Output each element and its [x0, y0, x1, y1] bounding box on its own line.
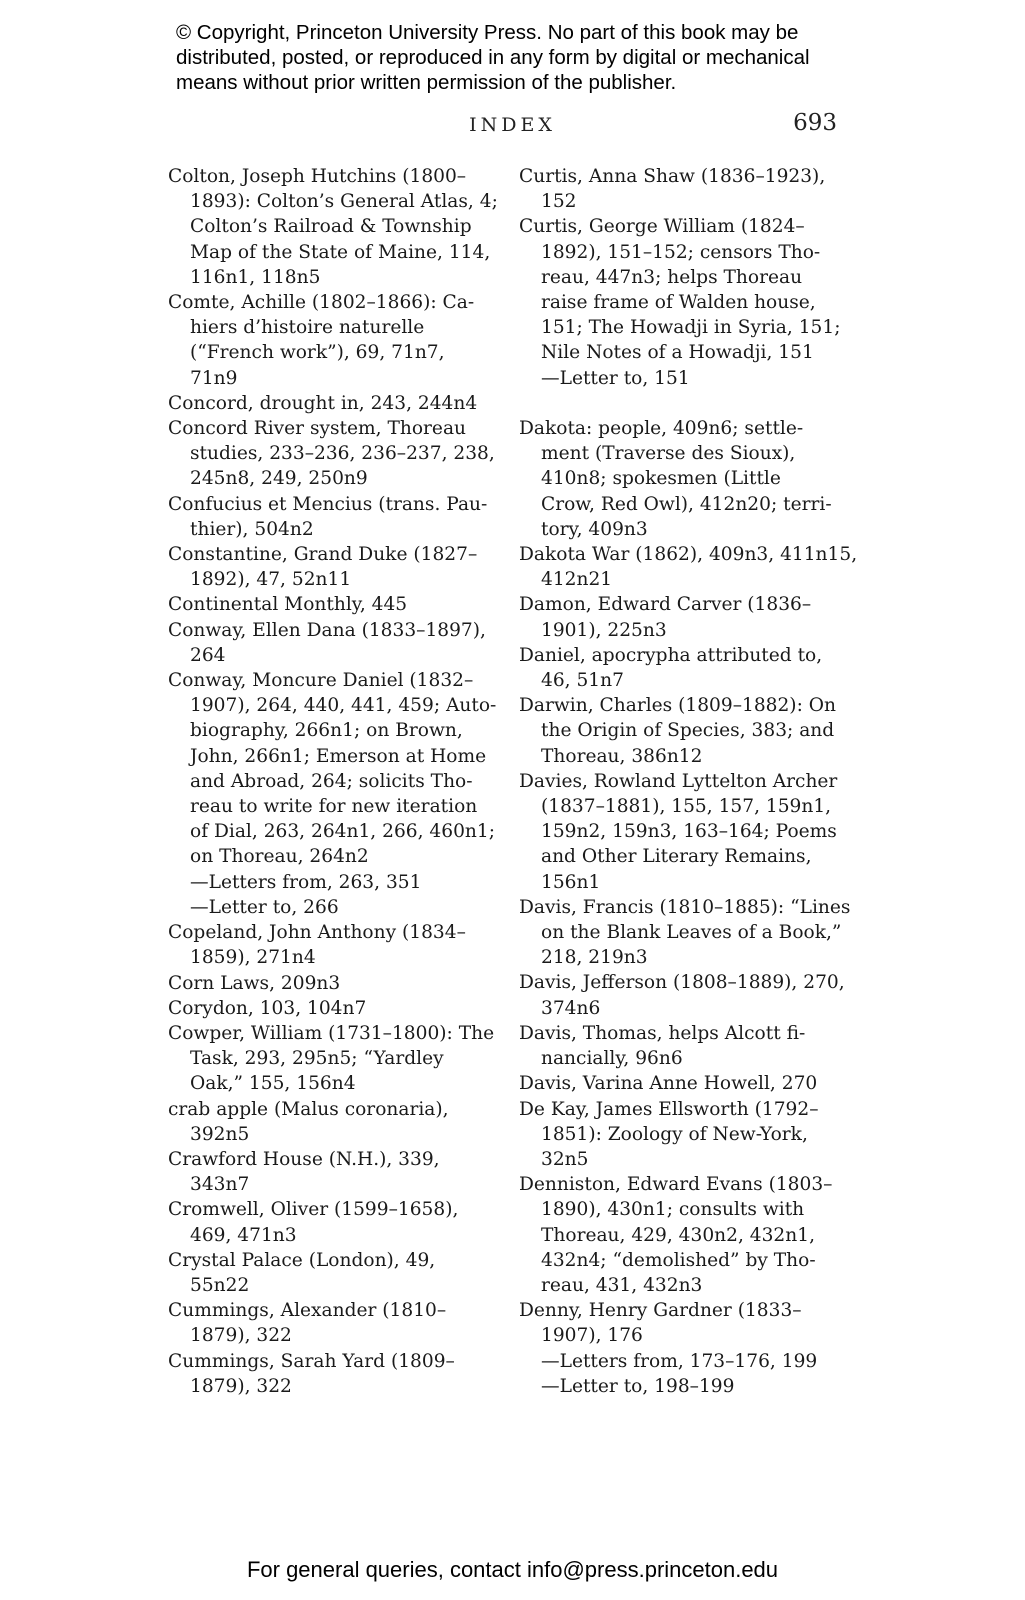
- index-line: Dakota War (1862), 409n3, 411n15,: [519, 544, 858, 566]
- letter-group-gap: [519, 391, 849, 416]
- index-line: 1851): Zoology of New-York,: [541, 1123, 808, 1145]
- index-line: 55n22: [190, 1274, 250, 1296]
- page-number: 693: [793, 110, 837, 136]
- index-line: 46, 51n7: [541, 670, 624, 692]
- index-line: Cummings, Alexander (1810–: [168, 1300, 447, 1322]
- index-line: 469, 471n3: [190, 1224, 297, 1246]
- index-line: 1892), 151–152; censors Tho-: [541, 241, 821, 263]
- copyright-line: means without prior written permission of the publisher.: [176, 71, 677, 94]
- index-line: 151; The Howadji in Syria, 151;: [541, 317, 841, 339]
- index-line: Curtis, George William (1824–: [519, 216, 805, 238]
- index-line: 410n8; spokesmen (Little: [541, 468, 781, 490]
- index-line: Cowper, William (1731–1800): The: [168, 1022, 495, 1044]
- index-line: (1837–1881), 155, 157, 159n1,: [541, 796, 832, 818]
- index-line: Comte, Achille (1802–1866): Ca-: [168, 292, 475, 314]
- index-line: Darwin, Charles (1809–1882): On: [519, 695, 836, 717]
- index-line: Dakota: people, 409n6; settle-: [519, 418, 804, 440]
- index-line: Crawford House (N.H.), 339,: [168, 1148, 440, 1170]
- index-line: Colton, Joseph Hutchins (1800–: [168, 166, 467, 187]
- index-line: Davis, Francis (1810–1885): “Lines: [519, 896, 851, 918]
- index-line: Davis, Thomas, helps Alcott fi-: [519, 1022, 806, 1044]
- index-line: crab apple (Malus coronaria),: [168, 1098, 449, 1120]
- index-line: raise frame of Walden house,: [541, 292, 816, 314]
- index-line: Denniston, Edward Evans (1803–: [519, 1174, 833, 1196]
- index-line: and Abroad, 264; solicits Tho-: [190, 770, 473, 792]
- index-line: —Letters from, 263, 351: [190, 871, 422, 893]
- index-line: 152: [541, 191, 577, 213]
- index-line: 1890), 430n1; consults with: [541, 1199, 805, 1221]
- index-line: Damon, Edward Carver (1836–: [519, 594, 812, 616]
- running-head: INDEX: [469, 114, 556, 136]
- index-line: Corn Laws, 209n3: [168, 972, 341, 994]
- index-line: thier), 504n2: [190, 518, 314, 540]
- index-line: Davis, Jefferson (1808–1889), 270,: [519, 972, 845, 994]
- index-line: 343n7: [190, 1174, 250, 1196]
- index-column-right: [519, 164, 858, 1399]
- index-line: Copeland, John Anthony (1834–: [168, 922, 466, 944]
- index-line: —Letter to, 151: [541, 367, 690, 389]
- index-column-left: [168, 164, 498, 1399]
- index-line: Map of the State of Maine, 114,: [190, 241, 491, 263]
- index-line: Daniel, apocrypha attributed to,: [519, 644, 823, 666]
- index-line: —Letter to, 198–199: [541, 1375, 735, 1397]
- index-line: Cummings, Sarah Yard (1809–: [168, 1350, 455, 1372]
- index-line: De Kay, James Ellsworth (1792–: [519, 1098, 819, 1120]
- index-line: Corydon, 103, 104n7: [168, 997, 367, 1019]
- index-line: the Origin of Species, 383; and: [541, 720, 835, 742]
- index-line: 1879), 322: [190, 1375, 292, 1397]
- index-line: of Dial, 263, 264n1, 266, 460n1;: [190, 821, 495, 843]
- index-line: nancially, 96n6: [541, 1048, 683, 1070]
- index-line: 218, 219n3: [541, 947, 648, 969]
- index-line: Thoreau, 386n12: [541, 745, 703, 767]
- index-line: Conway, Moncure Daniel (1832–: [168, 670, 474, 692]
- index-line: Continental Monthly, 445: [168, 594, 408, 616]
- index-line: 71n9: [190, 367, 238, 389]
- index-line: reau, 431, 432n3: [541, 1274, 703, 1296]
- index-line: 1859), 271n4: [190, 947, 316, 969]
- index-line: biography, 266n1; on Brown,: [190, 720, 463, 742]
- index-line: 116n1, 118n5: [190, 266, 321, 288]
- index-line: reau, 447n3; helps Thoreau: [541, 266, 803, 288]
- index-line: 245n8, 249, 250n9: [190, 468, 368, 490]
- index-line: —Letter to, 266: [190, 896, 339, 918]
- index-line: Crystal Palace (London), 49,: [168, 1249, 436, 1271]
- index-line: and Other Literary Remains,: [541, 846, 812, 868]
- index-line: 1901), 225n3: [541, 619, 667, 641]
- contact-footer: For general queries, contact info@press.princeton.edu: [246, 1557, 779, 1582]
- index-line: tory, 409n3: [541, 518, 648, 540]
- index-line: Conway, Ellen Dana (1833–1897),: [168, 619, 486, 641]
- index-line: hiers d’histoire naturelle: [190, 317, 425, 339]
- copyright-line: distributed, posted, or reproduced in any form by digital or mechanical: [176, 46, 810, 69]
- index-line: 1879), 322: [190, 1325, 292, 1347]
- index-line: Task, 293, 295n5; “Yardley: [190, 1048, 444, 1070]
- index-line: —Letters from, 173–176, 199: [541, 1350, 818, 1372]
- index-line: ment (Traverse des Sioux),: [541, 443, 796, 465]
- running-head-wrapper: [0, 0, 1025, 136]
- index-line: on the Blank Leaves of a Book,”: [541, 922, 842, 944]
- index-line: Concord, drought in, 243, 244n4: [168, 392, 478, 414]
- index-line: Confucius et Mencius (trans. Pau-: [168, 493, 488, 515]
- index-line: Oak,” 155, 156n4: [190, 1073, 356, 1095]
- index-line: 374n6: [541, 997, 601, 1019]
- index-line: 1907), 176: [541, 1325, 643, 1347]
- index-line: Crow, Red Owl), 412n20; terri-: [541, 493, 832, 515]
- index-line: Denny, Henry Gardner (1833–: [519, 1300, 802, 1322]
- index-line: 1907), 264, 440, 441, 459; Auto-: [190, 695, 497, 717]
- index-line: Thoreau, 429, 430n2, 432n1,: [541, 1224, 815, 1246]
- index-line: Davis, Varina Anne Howell, 270: [519, 1073, 818, 1095]
- index-line: Constantine, Grand Duke (1827–: [168, 544, 478, 566]
- index-line: Davies, Rowland Lyttelton Archer: [519, 770, 838, 792]
- index-line: Curtis, Anna Shaw (1836–1923),: [519, 166, 826, 187]
- index-line: 264: [190, 644, 226, 666]
- index-line: 159n2, 159n3, 163–164; Poems: [541, 821, 837, 843]
- index-line: 432n4; “demolished” by Tho-: [541, 1249, 816, 1271]
- index-line: 1893): Colton’s General Atlas, 4;: [190, 191, 498, 213]
- index-line: (“French work”), 69, 71n7,: [190, 342, 445, 364]
- index-line: studies, 233–236, 236–237, 238,: [190, 443, 495, 465]
- index-line: Concord River system, Thoreau: [168, 418, 466, 440]
- index-line: 392n5: [190, 1123, 250, 1145]
- index-line: 412n21: [541, 569, 613, 591]
- index-line: Nile Notes of a Howadji, 151: [541, 342, 814, 364]
- index-line: John, 266n1; Emerson at Home: [190, 745, 487, 767]
- index-line: reau to write for new iteration: [190, 796, 478, 818]
- index-line: on Thoreau, 264n2: [190, 846, 369, 868]
- copyright-line: © Copyright, Princeton University Press. No part of this book may be: [176, 21, 799, 44]
- index-line: Cromwell, Oliver (1599–1658),: [168, 1199, 459, 1221]
- index-line: Colton’s Railroad & Township: [190, 216, 472, 238]
- index-line: 1892), 47, 52n11: [190, 569, 352, 591]
- index-line: 32n5: [541, 1148, 589, 1170]
- index-line: 156n1: [541, 871, 601, 893]
